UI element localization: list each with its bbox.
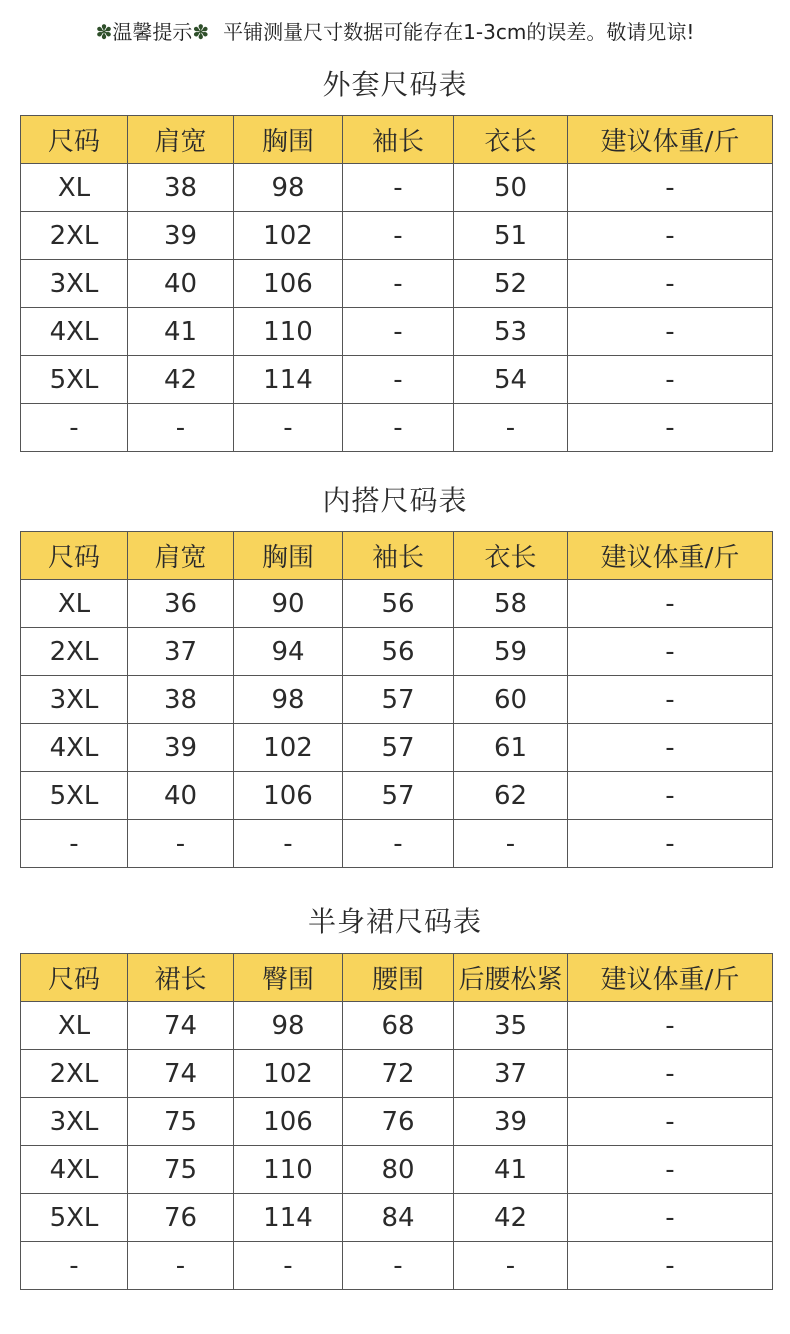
table-cell: 76 — [128, 1194, 234, 1242]
table-cell: - — [234, 404, 343, 452]
table-cell: XL — [21, 580, 128, 628]
table-cell: - — [568, 772, 773, 820]
table-cell: 35 — [454, 1002, 568, 1050]
table-row — [21, 308, 773, 356]
table-cell: 39 — [454, 1098, 568, 1146]
header-cell: 后腰松紧 — [454, 954, 568, 1002]
table-cell: 75 — [128, 1146, 234, 1194]
table-cell: 57 — [343, 772, 454, 820]
table-cell: - — [343, 404, 454, 452]
table-row — [21, 164, 773, 212]
table-cell: 106 — [234, 260, 343, 308]
table-cell: 76 — [343, 1098, 454, 1146]
table-cell: - — [343, 308, 454, 356]
table-row — [21, 260, 773, 308]
table-cell: 56 — [343, 580, 454, 628]
table-row — [21, 1050, 773, 1098]
table-cell: 57 — [343, 676, 454, 724]
table-cell: - — [234, 1242, 343, 1290]
header-cell: 尺码 — [21, 954, 128, 1002]
table-row — [21, 1242, 773, 1290]
table-cell: XL — [21, 1002, 128, 1050]
table-cell: - — [21, 1242, 128, 1290]
table-cell: 102 — [234, 212, 343, 260]
size-table-coat — [20, 115, 773, 452]
table-row — [21, 212, 773, 260]
table-cell: - — [568, 356, 773, 404]
table-cell: 102 — [234, 724, 343, 772]
table-row — [21, 580, 773, 628]
table-cell: 2XL — [21, 1050, 128, 1098]
header-cell: 腰围 — [343, 954, 454, 1002]
table-cell: 37 — [128, 628, 234, 676]
table-cell: 38 — [128, 676, 234, 724]
header-cell: 袖长 — [343, 532, 454, 580]
table-cell: 74 — [128, 1050, 234, 1098]
table-cell: - — [568, 628, 773, 676]
table-cell: 110 — [234, 308, 343, 356]
table-cell: - — [343, 212, 454, 260]
table-cell: - — [568, 820, 773, 868]
header-cell: 裙长 — [128, 954, 234, 1002]
table-cell: - — [568, 1146, 773, 1194]
table-row — [21, 1194, 773, 1242]
table-cell: - — [568, 212, 773, 260]
table-cell: - — [568, 1194, 773, 1242]
table-cell: 39 — [128, 212, 234, 260]
section-title-coat: 外套尺码表 — [322, 68, 468, 101]
table-row — [21, 772, 773, 820]
table-cell: - — [568, 308, 773, 356]
table-cell: - — [568, 724, 773, 772]
header-cell: 肩宽 — [128, 532, 234, 580]
table-cell: - — [128, 820, 234, 868]
table-cell: 98 — [234, 1002, 343, 1050]
table-cell: - — [454, 1242, 568, 1290]
table-cell: - — [343, 1242, 454, 1290]
table-cell: 94 — [234, 628, 343, 676]
table-cell: 4XL — [21, 724, 128, 772]
table-cell: 80 — [343, 1146, 454, 1194]
header-cell: 建议体重/斤 — [568, 954, 773, 1002]
size-table-inner — [20, 531, 773, 868]
table-cell: 5XL — [21, 772, 128, 820]
table-cell: - — [234, 820, 343, 868]
table-cell: 98 — [234, 676, 343, 724]
header-cell: 肩宽 — [128, 116, 234, 164]
table-cell: - — [128, 404, 234, 452]
table-cell: 3XL — [21, 1098, 128, 1146]
header-cell: 尺码 — [21, 116, 128, 164]
flower-icon: ✽ — [95, 20, 113, 44]
flower-icon: ✽ — [192, 20, 210, 44]
table-cell: 106 — [234, 1098, 343, 1146]
table-row — [21, 1146, 773, 1194]
table-cell: 110 — [234, 1146, 343, 1194]
table-cell: XL — [21, 164, 128, 212]
table-cell: - — [454, 820, 568, 868]
table-cell: - — [568, 260, 773, 308]
table-cell: - — [343, 356, 454, 404]
table-cell: 106 — [234, 772, 343, 820]
table-cell: 114 — [234, 1194, 343, 1242]
table-cell: 41 — [454, 1146, 568, 1194]
table-cell: 4XL — [21, 308, 128, 356]
table-header-row — [21, 116, 773, 164]
table-cell: - — [568, 580, 773, 628]
table-cell: 5XL — [21, 356, 128, 404]
table-cell: - — [568, 1050, 773, 1098]
table-cell: - — [568, 1002, 773, 1050]
table-cell: 59 — [454, 628, 568, 676]
header-cell: 衣长 — [454, 532, 568, 580]
table-cell: 61 — [454, 724, 568, 772]
table-cell: 42 — [454, 1194, 568, 1242]
header-cell: 胸围 — [234, 532, 343, 580]
header-cell: 建议体重/斤 — [568, 532, 773, 580]
table-cell: 39 — [128, 724, 234, 772]
table-row — [21, 404, 773, 452]
table-cell: - — [568, 1098, 773, 1146]
notice-label: 温馨提示 — [112, 20, 193, 44]
table-cell: 56 — [343, 628, 454, 676]
table-cell: 41 — [128, 308, 234, 356]
table-cell: 58 — [454, 580, 568, 628]
table-cell: 38 — [128, 164, 234, 212]
table-cell: 90 — [234, 580, 343, 628]
table-cell: 84 — [343, 1194, 454, 1242]
table-cell: 2XL — [21, 628, 128, 676]
table-row — [21, 1002, 773, 1050]
table-cell: 40 — [128, 772, 234, 820]
table-cell: 53 — [454, 308, 568, 356]
table-cell: - — [568, 1242, 773, 1290]
table-cell: - — [343, 164, 454, 212]
table-cell: - — [21, 404, 128, 452]
table-cell: - — [568, 164, 773, 212]
table-row — [21, 628, 773, 676]
section-title-skirt: 半身裙尺码表 — [307, 905, 482, 938]
header-cell: 尺码 — [21, 532, 128, 580]
table-header-row — [21, 954, 773, 1002]
table-cell: - — [343, 820, 454, 868]
header-cell: 胸围 — [234, 116, 343, 164]
table-cell: 51 — [454, 212, 568, 260]
section-title-inner: 内搭尺码表 — [322, 484, 468, 517]
table-row — [21, 676, 773, 724]
table-cell: - — [128, 1242, 234, 1290]
table-cell: 3XL — [21, 260, 128, 308]
table-cell: - — [568, 404, 773, 452]
table-cell: 3XL — [21, 676, 128, 724]
table-cell: 60 — [454, 676, 568, 724]
size-table-skirt — [20, 953, 773, 1290]
table-cell: - — [568, 676, 773, 724]
header-cell: 袖长 — [343, 116, 454, 164]
header-cell: 建议体重/斤 — [568, 116, 773, 164]
table-cell: 98 — [234, 164, 343, 212]
table-cell: 52 — [454, 260, 568, 308]
header-cell: 衣长 — [454, 116, 568, 164]
table-row — [21, 724, 773, 772]
table-cell: 68 — [343, 1002, 454, 1050]
table-cell: 42 — [128, 356, 234, 404]
table-cell: 62 — [454, 772, 568, 820]
notice-bar — [0, 14, 790, 50]
table-cell: 4XL — [21, 1146, 128, 1194]
table-cell: 72 — [343, 1050, 454, 1098]
table-cell: 37 — [454, 1050, 568, 1098]
table-row — [21, 356, 773, 404]
table-cell: 114 — [234, 356, 343, 404]
notice-text: 平铺测量尺寸数据可能存在1-3cm的误差。敬请见谅! — [223, 20, 695, 44]
table-cell: 74 — [128, 1002, 234, 1050]
table-cell: - — [454, 404, 568, 452]
table-cell: 57 — [343, 724, 454, 772]
table-cell: 5XL — [21, 1194, 128, 1242]
table-cell: 40 — [128, 260, 234, 308]
table-cell: 2XL — [21, 212, 128, 260]
table-cell: - — [343, 260, 454, 308]
table-cell: 54 — [454, 356, 568, 404]
header-cell: 臀围 — [234, 954, 343, 1002]
table-cell: - — [21, 820, 128, 868]
table-cell: 36 — [128, 580, 234, 628]
table-cell: 75 — [128, 1098, 234, 1146]
table-cell: 50 — [454, 164, 568, 212]
table-header-row — [21, 532, 773, 580]
table-row — [21, 820, 773, 868]
table-row — [21, 1098, 773, 1146]
table-cell: 102 — [234, 1050, 343, 1098]
